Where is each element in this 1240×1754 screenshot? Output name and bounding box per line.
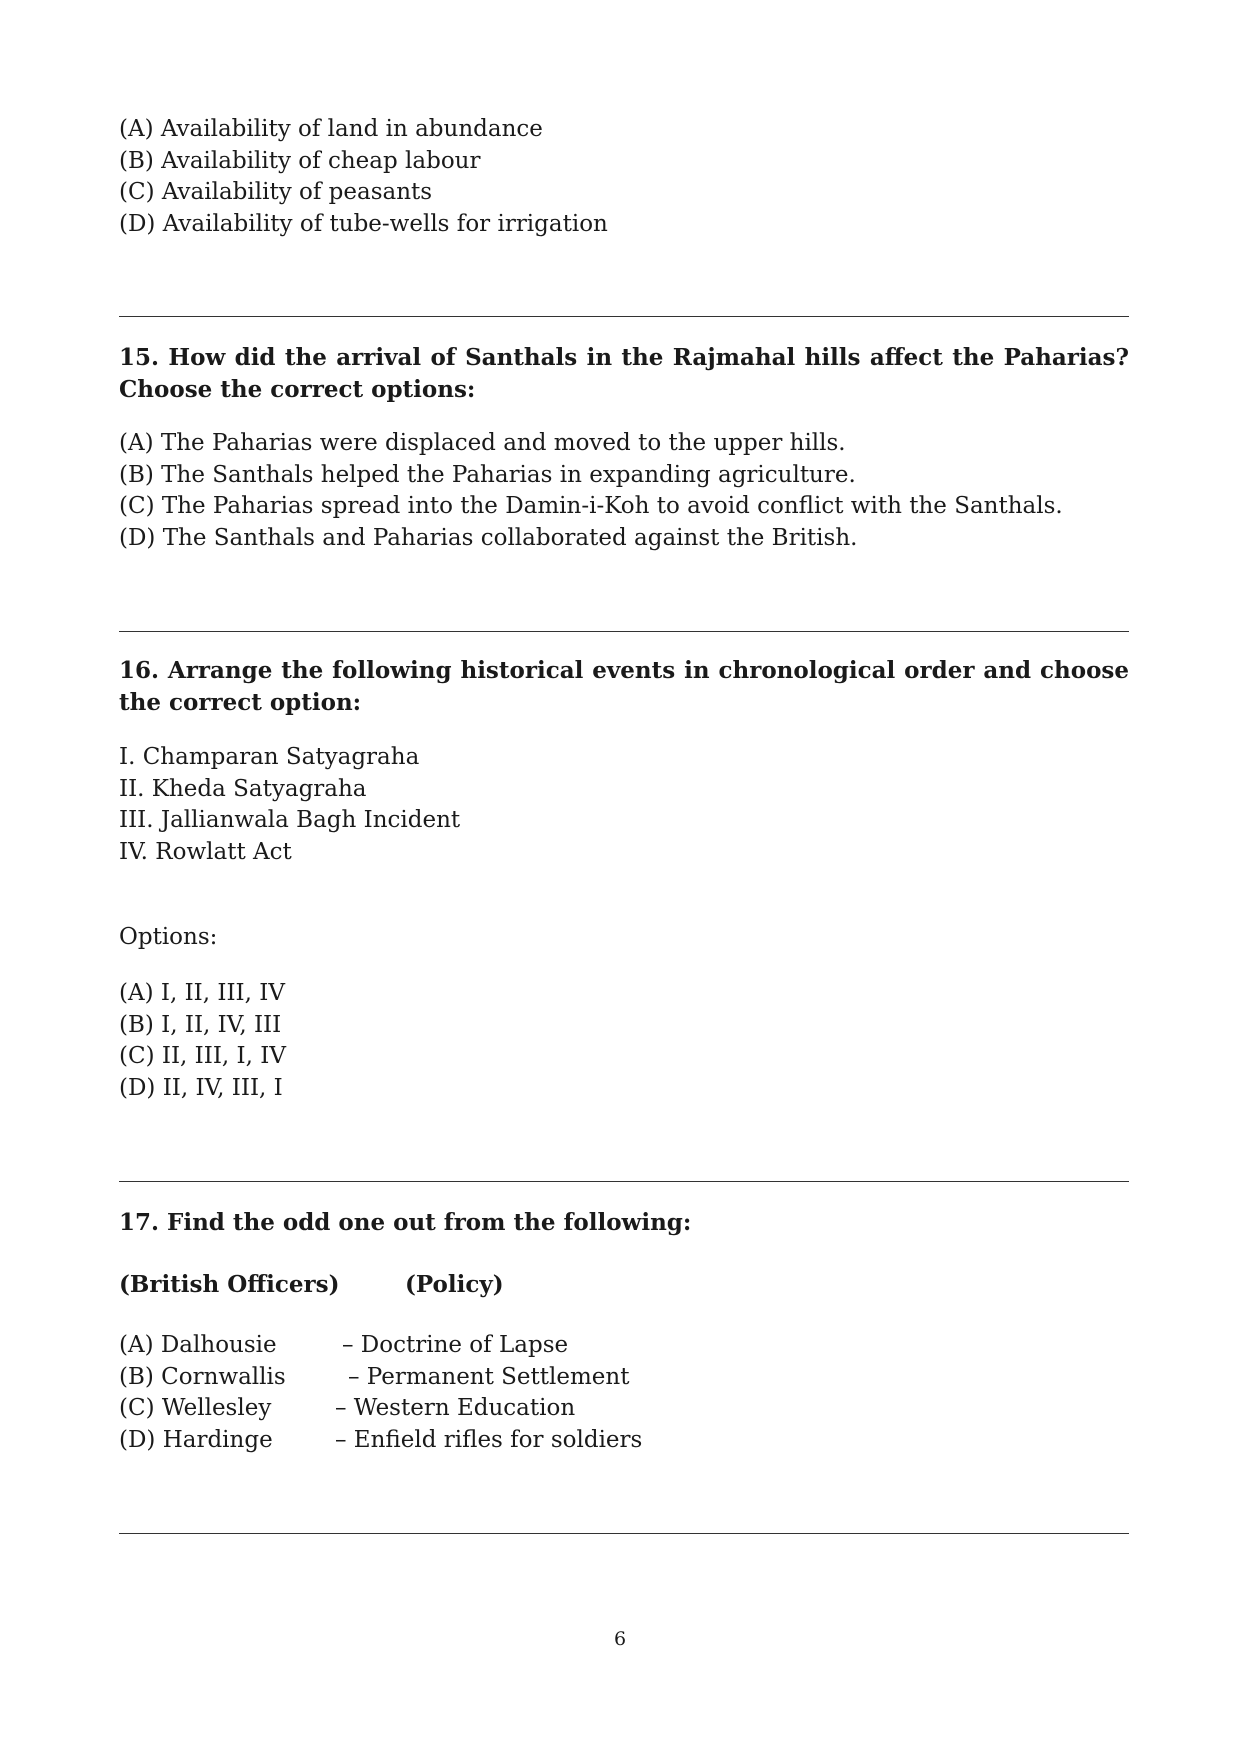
divider-2	[119, 631, 1129, 632]
q17-options-table	[119, 1330, 1129, 1456]
q17-officer-d: (D) Hardinge	[119, 1426, 273, 1453]
q14-options	[119, 114, 1129, 240]
q14-option-d: (D) Availability of tube-wells for irrigation	[119, 210, 608, 237]
q15-option-c: (C) The Paharias spread into the Damin-i-Koh to avoid conflict with the Santhals.	[119, 493, 1063, 519]
q15-option-d: (D) The Santhals and Paharias collaborated against the British.	[119, 524, 858, 551]
q16-options-label: Options:	[119, 924, 218, 950]
q16-option-a: (A) I, II, III, IV	[119, 980, 285, 1006]
q17-question-text: 17. Find the odd one out from the following:	[119, 1209, 692, 1236]
q17-officer-b: (B) Cornwallis	[119, 1363, 286, 1390]
divider-3	[119, 1181, 1129, 1182]
q16-option-c: (C) II, III, I, IV	[119, 1043, 286, 1069]
q15-options	[119, 428, 1129, 554]
q16-events	[119, 742, 1129, 868]
q17-row-b	[119, 1362, 1129, 1394]
q17-policy-d: – Enfield rifles for soldiers	[335, 1426, 643, 1453]
q15-question-text: 15. How did the arrival of Santhals in the Rajmahal hills affect the Paharias? Choose the correct options:	[119, 344, 1129, 403]
q16-options-label-block	[119, 922, 1129, 954]
q17-question	[119, 1207, 1129, 1239]
q17-header-policy: (Policy)	[405, 1271, 504, 1298]
q16-event-2: II. Kheda Satyagraha	[119, 775, 367, 802]
q16-option-b: (B) I, II, IV, III	[119, 1011, 282, 1038]
q17-officer-c: (C) Wellesley	[119, 1395, 272, 1421]
q15-option-a: (A) The Paharias were displaced and moved to the upper hills.	[119, 430, 846, 456]
q17-header-officers: (British Officers)	[119, 1271, 340, 1298]
q14-option-a: (A) Availability of land in abundance	[119, 116, 543, 142]
q16-option-d: (D) II, IV, III, I	[119, 1074, 283, 1101]
q16-question	[119, 655, 1129, 718]
q16-question-text: 16. Arrange the following historical events in chronological order and choose the correct option:	[119, 657, 1129, 716]
q14-option-c: (C) Availability of peasants	[119, 179, 433, 205]
q17-row-c	[119, 1393, 1129, 1425]
q15-option-b: (B) The Santhals helped the Paharias in expanding agriculture.	[119, 461, 856, 488]
q17-policy-c: – Western Education	[335, 1395, 576, 1421]
page-number: 6	[613, 1628, 627, 1650]
divider-4	[119, 1533, 1129, 1534]
q15-question	[119, 342, 1129, 405]
q17-row-a	[119, 1330, 1129, 1362]
q17-policy-a: – Doctrine of Lapse	[342, 1332, 569, 1358]
q17-officer-a: (A) Dalhousie	[119, 1332, 277, 1358]
q16-options	[119, 978, 1129, 1104]
q17-row-d	[119, 1425, 1129, 1457]
divider-1	[119, 316, 1129, 317]
q16-event-4: IV. Rowlatt Act	[119, 838, 292, 865]
q16-event-3: III. Jallianwala Bagh Incident	[119, 807, 461, 833]
q16-event-1: I. Champaran Satyagraha	[119, 744, 420, 770]
q17-policy-b: – Permanent Settlement	[348, 1363, 630, 1390]
q14-option-b: (B) Availability of cheap labour	[119, 147, 481, 174]
